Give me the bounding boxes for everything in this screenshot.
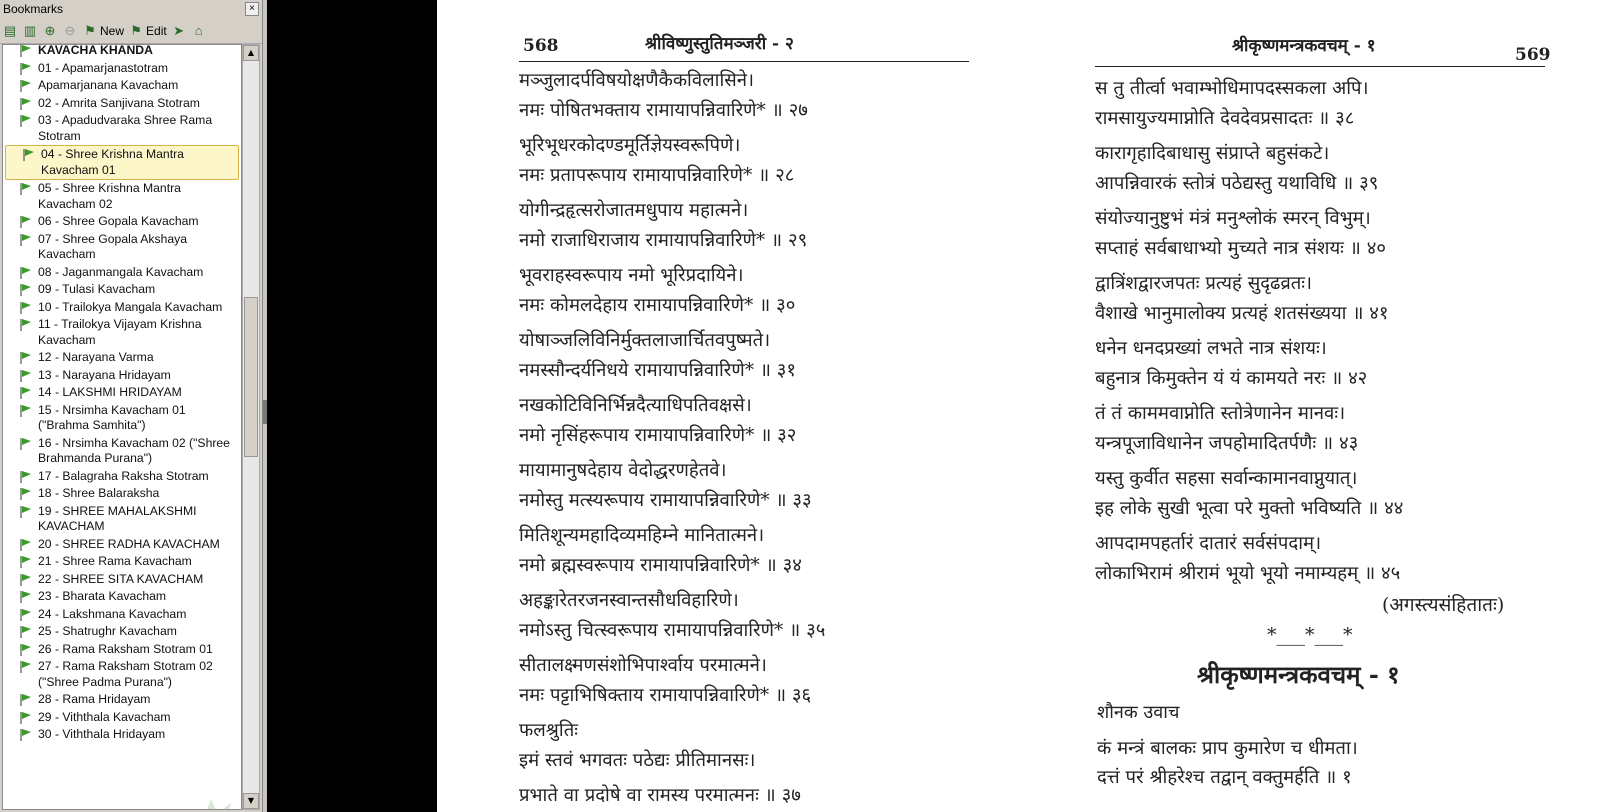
bookmark-item[interactable] bbox=[3, 95, 241, 113]
verse-line: सप्ताहं सर्वबाधाभ्यो मुच्यते नात्र संशयः ॥ ४० bbox=[1095, 238, 1386, 259]
bookmark-flag-icon bbox=[19, 283, 33, 297]
verse-line: संयोज्यानुष्टुभं मंत्रं मनुश्लोकं स्मरन् विभुम्। bbox=[1095, 208, 1371, 229]
close-icon[interactable]: × bbox=[245, 2, 259, 16]
watermark-logo-icon bbox=[193, 793, 237, 810]
verse-line: द्वात्रिंशद्वारजपतः प्रत्यहं सुदृढव्रतः। bbox=[1095, 273, 1313, 294]
verse-line: मञ्जुलादर्पविषयोक्षणैकैकविलासिने। bbox=[519, 70, 755, 91]
edit-bookmark-label: Edit bbox=[146, 24, 167, 38]
bookmark-item[interactable] bbox=[3, 571, 241, 589]
scrollbar-thumb[interactable] bbox=[244, 297, 258, 457]
bookmark-item[interactable] bbox=[3, 77, 241, 95]
bookmark-item[interactable] bbox=[5, 145, 239, 180]
bookmark-item[interactable] bbox=[3, 384, 241, 402]
verse-line: रामसायुज्यमाप्नोति देवदेवप्रसादतः ॥ ३८ bbox=[1095, 108, 1355, 129]
bookmark-label: 01 - Apamarjanastotram bbox=[38, 60, 169, 75]
bookmark-label: 09 - Tulasi Kavacham bbox=[38, 282, 156, 296]
bookmark-item[interactable] bbox=[3, 44, 241, 60]
verse-line: फलश्रुतिः bbox=[519, 720, 578, 741]
verse-line: योगीन्द्रहृत्सरोजातमधुपाय महात्मने। bbox=[519, 200, 749, 221]
bookmark-flag-icon bbox=[22, 148, 36, 162]
left-header-rule bbox=[519, 61, 969, 62]
bookmark-item[interactable] bbox=[3, 60, 241, 78]
expand-all-icon[interactable]: ▤ bbox=[3, 23, 17, 38]
bookmark-flag-icon bbox=[19, 79, 33, 93]
bookmark-item[interactable] bbox=[3, 281, 241, 299]
bookmark-item[interactable] bbox=[3, 658, 241, 691]
bookmark-label: 28 - Rama Hridayam bbox=[38, 692, 151, 706]
verse-line: नमो राजाधिराजाय रामायापन्निवारिणे* ॥ २९ bbox=[519, 230, 808, 251]
verse-line: प्रभाते वा प्रदोषे वा रामस्य परमात्मनः ॥ ३७ bbox=[519, 785, 801, 806]
bookmark-flag-icon bbox=[19, 233, 33, 247]
verse-line: वैशाखे भानुमालोक्य प्रत्यहं शतसंख्यया ॥ ४१ bbox=[1095, 303, 1389, 324]
goto-bookmark-icon[interactable]: ➤ bbox=[173, 23, 185, 38]
verse-line: भूवराहस्वरूपाय नमो भूरिप्रदायिने। bbox=[519, 265, 744, 286]
verse-line: तं तं काममवाप्नोति स्तोत्रेणानेन मानवः। bbox=[1095, 403, 1346, 424]
verse-line: नमः प्रतापरूपाय रामायापन्निवारिणे* ॥ २८ bbox=[519, 165, 795, 186]
right-running-head: श्रीकृष्णमन्त्रकवचम् - १ bbox=[1232, 36, 1376, 56]
section-divider: *___*___* bbox=[1267, 624, 1353, 646]
zoom-in-icon[interactable]: ⊕ bbox=[44, 23, 56, 38]
bookmark-label: Apamarjanana Kavacham bbox=[38, 78, 179, 92]
bookmark-flag-icon bbox=[19, 470, 33, 484]
verse-line: नमो ब्रह्मस्वरूपाय रामायापन्निवारिणे* ॥ ३४ bbox=[519, 555, 802, 576]
bookmark-item[interactable] bbox=[3, 641, 241, 659]
flag-plus-icon: ⚑ bbox=[84, 23, 96, 38]
bookmark-home-icon[interactable]: ⌂ bbox=[194, 23, 203, 38]
bookmarks-panel bbox=[0, 0, 263, 812]
flag-edit-icon: ⚑ bbox=[130, 23, 142, 38]
left-running-head: श्रीविष्णुस्तुतिमञ्जरी - २ bbox=[645, 34, 794, 54]
bookmark-label: 22 - SHREE SITA KAVACHAM bbox=[38, 571, 204, 586]
verse-line: बहुनात्र किमुक्तेन यं यं कामयते नरः ॥ ४२ bbox=[1095, 368, 1368, 389]
collapse-all-icon[interactable]: ▥ bbox=[23, 23, 37, 38]
left-page-number: 568 bbox=[523, 36, 559, 56]
bookmark-item[interactable] bbox=[3, 503, 241, 536]
panel-title: Bookmarks bbox=[3, 2, 64, 16]
verse-line: नमः पट्टाभिषिक्ताय रामायापन्निवारिणे* ॥ ३६ bbox=[519, 685, 812, 706]
bookmarks-toolbar bbox=[0, 19, 262, 44]
verse-line: नमोऽस्तु चित्स्वरूपाय रामायापन्निवारिणे* ॥ ३५ bbox=[519, 620, 826, 641]
bookmark-flag-icon bbox=[19, 114, 33, 128]
bookmark-flag-icon bbox=[19, 538, 33, 552]
new-bookmark-button[interactable] bbox=[82, 23, 124, 39]
scroll-down-arrow-icon[interactable]: ▼ bbox=[243, 793, 259, 809]
verse-line: मितिशून्यमहादिव्यमहिम्ने मानितात्मने। bbox=[519, 525, 765, 546]
verse-line: नखकोटिविनिर्भिन्नदैत्याधिपतिवक्षसे। bbox=[519, 395, 752, 416]
scroll-up-arrow-icon[interactable]: ▲ bbox=[243, 45, 259, 61]
verse-line: आपदामपहर्तारं दातारं सर्वसंपदाम्। bbox=[1095, 533, 1322, 554]
bookmark-flag-icon bbox=[19, 505, 33, 519]
bookmark-label: 15 - Nrsimha Kavacham 01 ("Brahma Samhita") bbox=[38, 402, 186, 432]
verse-line: दत्तं परं श्रीहरेश्च तद्वान् वक्तुमर्हति ॥ १ bbox=[1097, 767, 1352, 788]
bookmark-item[interactable] bbox=[3, 299, 241, 317]
bookmark-flag-icon bbox=[19, 437, 33, 451]
bookmark-label: 23 - Bharata Kavacham bbox=[38, 589, 167, 603]
bookmark-item[interactable] bbox=[3, 623, 241, 641]
verse-line: धनेन धनदप्रख्यां लभते नात्र संशयः। bbox=[1095, 338, 1327, 359]
bookmark-item[interactable] bbox=[3, 402, 241, 435]
verse-line: सीतालक्ष्मणसंशोभिपार्श्वाय परमात्मने। bbox=[519, 655, 767, 676]
bookmark-list bbox=[2, 44, 242, 810]
verse-line: इमं स्तवं भगवतः पठेद्यः प्रीतिमानसः। bbox=[519, 750, 756, 771]
verse-line: अहङ्कारेतरजनस्वान्तसौधविहारिणे। bbox=[519, 590, 739, 611]
bookmark-flag-icon bbox=[19, 487, 33, 501]
verse-line: आपन्निवारकं स्तोत्रं पठेद्यस्तु यथाविधि ॥ ३९ bbox=[1095, 173, 1379, 194]
bookmark-item[interactable] bbox=[3, 606, 241, 624]
bookmark-label: 27 - Rama Raksham Stotram 02 ("Shree Padma Purana") bbox=[38, 659, 213, 689]
bookmark-flag-icon bbox=[19, 643, 33, 657]
bookmark-item[interactable] bbox=[3, 316, 241, 349]
bookmark-flag-icon bbox=[19, 369, 33, 383]
bookmark-scrollbar[interactable] bbox=[242, 44, 260, 810]
bookmark-item[interactable] bbox=[3, 553, 241, 571]
bookmark-label: 18 - Shree Balaraksha bbox=[38, 486, 160, 500]
bookmark-flag-icon bbox=[19, 728, 33, 742]
bookmark-flag-icon bbox=[19, 555, 33, 569]
bookmark-flag-icon bbox=[19, 266, 33, 280]
bookmark-flag-icon bbox=[19, 404, 33, 418]
zoom-out-icon[interactable]: ⊖ bbox=[64, 23, 76, 38]
bookmark-flag-icon bbox=[19, 573, 33, 587]
bookmark-label: KAVACHA KHANDA bbox=[38, 44, 153, 57]
bookmark-label: 02 - Amrita Sanjivana Stotram bbox=[38, 95, 200, 110]
bookmark-item[interactable] bbox=[3, 485, 241, 503]
bookmark-label: 29 - Viththala Kavacham bbox=[38, 709, 171, 724]
bookmark-label: 25 - Shatrughr Kavacham bbox=[38, 624, 177, 638]
bookmark-item[interactable] bbox=[3, 588, 241, 606]
document-page bbox=[437, 0, 1600, 812]
bookmark-item[interactable] bbox=[3, 180, 241, 213]
bookmark-label: 19 - SHREE MAHALAKSHMI KAVACHAM bbox=[38, 503, 197, 533]
bookmark-label: 21 - Shree Rama Kavacham bbox=[38, 554, 192, 568]
edit-bookmark-button[interactable] bbox=[128, 23, 167, 39]
bookmark-label: 30 - Viththala Hridayam bbox=[38, 727, 166, 741]
verse-line: नमस्सौन्दर्यनिधये रामायापन्निवारिणे* ॥ ३१ bbox=[519, 360, 797, 381]
verse-line: यस्तु कुर्वीत सहसा सर्वान्कामानवाप्नुयात्। bbox=[1095, 468, 1358, 489]
bookmark-item[interactable] bbox=[3, 264, 241, 282]
new-bookmark-label: New bbox=[100, 24, 125, 38]
verse-line: मायामानुषदेहाय वेदोद्धरणहेतवे। bbox=[519, 460, 727, 481]
verse-line: कारागृहादिबाधासु संप्राप्ते बहुसंकटे। bbox=[1095, 143, 1330, 164]
verse-line: कं मन्त्रं बालकः प्राप कुमारेण च धीमता। bbox=[1097, 738, 1358, 759]
bookmark-item[interactable] bbox=[3, 231, 241, 264]
verse-line: योषाञ्जलिविनिर्मुक्तलाजार्चितवपुष्मते। bbox=[519, 330, 771, 351]
bookmark-label: 24 - Lakshmana Kavacham bbox=[38, 606, 187, 621]
verse-line: नमोस्तु मत्स्यरूपाय रामायापन्निवारिणे* ॥ ३३ bbox=[519, 490, 812, 511]
bookmark-flag-icon bbox=[19, 590, 33, 604]
bookmark-flag-icon bbox=[19, 693, 33, 707]
verse-line: नमो नृसिंहरूपाय रामायापन्निवारिणे* ॥ ३२ bbox=[519, 425, 797, 446]
bookmark-label: 04 - Shree Krishna Mantra Kavacham 01 bbox=[41, 147, 184, 177]
bookmark-flag-icon bbox=[19, 215, 33, 229]
verse-line: नमः पोषितभक्ताय रामायापन्निवारिणे* ॥ २७ bbox=[519, 100, 808, 121]
right-page-number: 569 bbox=[1515, 45, 1551, 65]
bookmark-flag-icon bbox=[19, 97, 33, 111]
right-header-rule bbox=[1095, 66, 1545, 67]
bookmark-item[interactable] bbox=[3, 468, 241, 486]
bookmark-item[interactable] bbox=[3, 536, 241, 554]
bookmark-item[interactable] bbox=[3, 367, 241, 385]
bookmark-item[interactable] bbox=[3, 691, 241, 709]
splitter-grip[interactable] bbox=[263, 400, 267, 424]
bookmark-item[interactable] bbox=[3, 349, 241, 367]
verse-line: इह लोके सुखी भूत्वा परे मुक्तो भविष्यति ॥ ४४ bbox=[1095, 498, 1404, 519]
bookmark-label: 12 - Narayana Varma bbox=[38, 350, 154, 364]
panel-title-bar bbox=[0, 0, 262, 19]
verse-line: यन्त्रपूजाविधानेन जपहोमादितर्पणैः ॥ ४३ bbox=[1095, 433, 1359, 454]
bookmark-flag-icon bbox=[19, 301, 33, 315]
bookmark-flag-icon bbox=[19, 318, 33, 332]
source-citation: (अगस्त्यसंहितातः) bbox=[1382, 594, 1505, 616]
bookmark-label: 03 - Apadudvaraka Shree Rama Stotram bbox=[38, 113, 213, 143]
bookmark-flag-icon bbox=[19, 351, 33, 365]
bookmark-flag-icon bbox=[19, 62, 33, 76]
bookmark-item[interactable] bbox=[3, 112, 241, 145]
bookmark-label: 07 - Shree Gopala Akshaya Kavacham bbox=[38, 231, 188, 261]
bookmark-flag-icon bbox=[19, 44, 33, 58]
bookmark-flag-icon bbox=[19, 660, 33, 674]
section-title: श्रीकृष्णमन्त्रकवचम् - १ bbox=[1197, 660, 1400, 689]
bookmark-label: 11 - Trailokya Vijayam Krishna Kavacham bbox=[38, 317, 202, 347]
verse-line: स तु तीर्त्वा भवाम्भोधिमापदस्सकला अपि। bbox=[1095, 78, 1369, 99]
bookmark-label: 05 - Shree Krishna Mantra Kavacham 02 bbox=[38, 181, 181, 211]
bookmark-flag-icon bbox=[19, 182, 33, 196]
bookmark-label: 20 - SHREE RADHA KAVACHAM bbox=[38, 536, 220, 551]
bookmark-label: 26 - Rama Raksham Stotram 01 bbox=[38, 641, 213, 656]
bookmark-flag-icon bbox=[19, 625, 33, 639]
bookmark-label: 08 - Jaganmangala Kavacham bbox=[38, 264, 204, 279]
bookmark-label: 13 - Narayana Hridayam bbox=[38, 367, 171, 382]
bookmark-item[interactable] bbox=[3, 435, 241, 468]
verse-line: नमः कोमलदेहाय रामायापन्निवारिणे* ॥ ३० bbox=[519, 295, 796, 316]
bookmark-item[interactable] bbox=[3, 709, 241, 727]
bookmark-flag-icon bbox=[19, 711, 33, 725]
bookmark-item[interactable] bbox=[3, 213, 241, 231]
bookmark-label: 14 - LAKSHMI HRIDAYAM bbox=[38, 385, 182, 399]
verse-line: भूरिभूधरकोदण्डमूर्तिज्ञेयस्वरूपिणे। bbox=[519, 135, 741, 156]
bookmark-label: 16 - Nrsimha Kavacham 02 ("Shree Brahmanda Purana") bbox=[38, 435, 230, 465]
bookmark-flag-icon bbox=[19, 386, 33, 400]
bookmark-flag-icon bbox=[19, 608, 33, 622]
verse-line: लोकाभिरामं श्रीरामं भूयो भूयो नमाम्यहम् ॥ ४५ bbox=[1095, 563, 1401, 584]
bookmark-label: 10 - Trailokya Mangala Kavacham bbox=[38, 299, 223, 314]
bookmark-label: 06 - Shree Gopala Kavacham bbox=[38, 214, 199, 228]
bookmark-item[interactable] bbox=[3, 726, 241, 744]
bookmark-label: 17 - Balagraha Raksha Stotram bbox=[38, 468, 209, 483]
speaker-line: शौनक उवाच bbox=[1097, 702, 1180, 723]
